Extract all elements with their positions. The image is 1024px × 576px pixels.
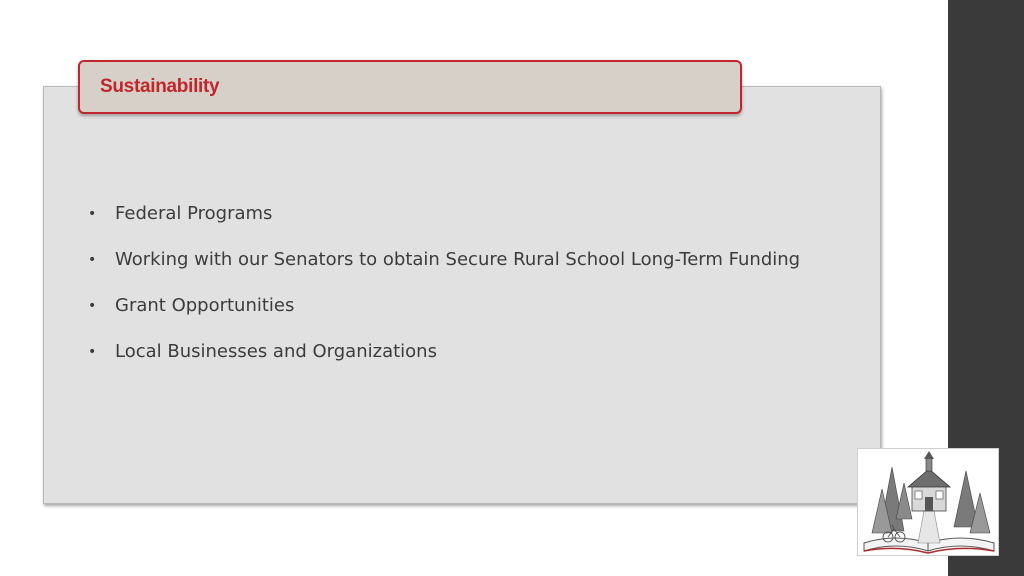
bullet-text: Grant Opportunities — [115, 295, 295, 316]
bullet-text: Local Businesses and Organizations — [115, 341, 437, 362]
bullet-dot-icon: • — [88, 252, 97, 268]
schoolhouse-book-logo-icon — [857, 448, 999, 556]
bullet-dot-icon: • — [88, 344, 97, 360]
slide-title: Sustainability — [100, 76, 220, 97]
bullet-text: Working with our Senators to obtain Secure Rural School Long-Term Funding — [115, 249, 801, 270]
bullet-list — [86, 202, 800, 386]
bullet-item — [86, 340, 800, 386]
title-bar — [78, 60, 742, 114]
bullet-item — [86, 202, 800, 248]
logo-drawing — [858, 449, 999, 556]
bullet-dot-icon: • — [88, 298, 97, 314]
bullet-item — [86, 248, 800, 294]
bullet-text: Federal Programs — [115, 203, 273, 224]
bullet-item — [86, 294, 800, 340]
bullet-dot-icon: • — [88, 206, 97, 222]
